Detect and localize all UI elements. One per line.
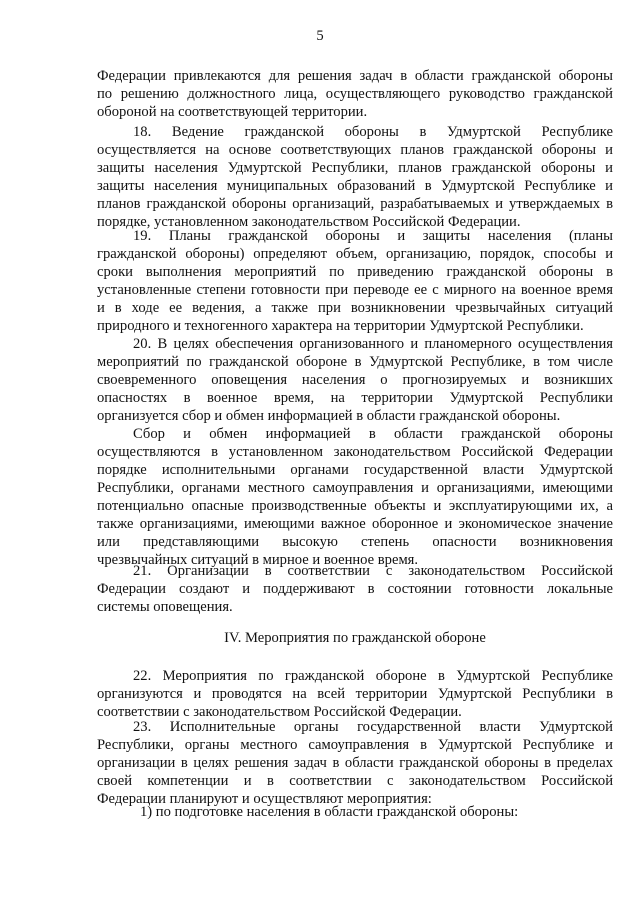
text-line: Республики, органы местного самоуправления в Удмуртской Республике и: [97, 737, 613, 753]
text-line: Федерации привлекаются для решения задач в области гражданской обороны: [97, 68, 613, 84]
text-line: организуется сбор и обмен информацией в области гражданской обороны.: [97, 408, 561, 424]
text-line: планов гражданской обороны организаций, разрабатываемых и утверждаемых в: [97, 196, 613, 212]
text-line: защиты населения Удмуртской Республики, планов гражданской обороны и: [97, 160, 613, 176]
text-line: также организациями, имеющими важное оборонное и экономическое значение: [97, 516, 613, 532]
text-line: по решению должностного лица, осуществляющего руководство гражданской: [97, 86, 613, 102]
text-line: опасностях в военное время, на территории Удмуртской Республики: [97, 390, 613, 406]
text-line: организации в целях решения задач в области гражданской обороны в пределах: [97, 755, 613, 771]
text-line: Федерации создают и поддерживают в состоянии готовности локальные: [97, 581, 613, 597]
text-line: осуществляются в установленном законодательством Российской Федерации: [97, 444, 613, 460]
text-line: Федерации планируют и осуществляют мероприятия:: [97, 791, 432, 807]
text-line: 21. Организации в соответствии с законодательством Российской: [133, 563, 613, 579]
text-line: осуществляется на основе соответствующих планов гражданской обороны и: [97, 142, 613, 158]
text-line: чрезвычайных ситуаций в мирное и военное время.: [97, 552, 419, 568]
text-line: 22. Мероприятия по гражданской обороне в Удмуртской Республике: [133, 668, 613, 684]
section-heading: IV. Мероприятия по гражданской обороне: [224, 630, 486, 646]
text-line: гражданской обороны) определяют объем, организацию, порядок, способы и: [97, 246, 613, 262]
text-line: мероприятий по гражданской обороне в Удмуртской Республике, в том числе: [97, 354, 613, 370]
text-line: природного и техногенного характера на территории Удмуртской Республики.: [97, 318, 584, 334]
text-line: соответствии с законодательством Российской Федерации.: [97, 704, 462, 720]
page-number: 5: [316, 28, 324, 44]
text-line: порядке исполнительными органами государственной власти Удмуртской: [97, 462, 613, 478]
text-line: 19. Планы гражданской обороны и защиты населения (планы: [133, 228, 613, 244]
text-line: системы оповещения.: [97, 599, 233, 615]
text-line: установленные степени готовности при переводе ее с мирного на военное время: [97, 282, 613, 298]
text-line: организуются и проводятся на всей территории Удмуртской Республики в: [97, 686, 613, 702]
text-line: или представляющими высокую степень опасности возникновения: [97, 534, 613, 550]
text-line: сроки выполнения мероприятий по приведению гражданской обороны в: [97, 264, 613, 280]
text-line: Республики, органами местного самоуправления и организациями, имеющими: [97, 480, 613, 496]
text-line: 23. Исполнительные органы государственной власти Удмуртской: [133, 719, 613, 735]
list-item: 1) по подготовке населения в области гражданской обороны:: [140, 804, 519, 820]
text-line: потенциально опасные производственные объекты и эксплуатирующими их, а: [97, 498, 613, 514]
text-line: 20. В целях обеспечения организованного и планомерного осуществления: [133, 336, 613, 352]
text-line: порядке, установленном законодательством Российской Федерации.: [97, 214, 521, 230]
text-line: защиты населения муниципальных образований в Удмуртской Республике и: [97, 178, 613, 194]
text-line: Сбор и обмен информацией в области гражданской обороны: [133, 426, 613, 442]
text-line: 18. Ведение гражданской обороны в Удмуртской Республике: [133, 124, 613, 140]
text-line: своей компетенции и в соответствии с законодательством Российской: [97, 773, 613, 789]
text-line: обороной на соответствующей территории.: [97, 104, 368, 120]
text-line: своевременного оповещения населения о прогнозируемых и возникших: [97, 372, 613, 388]
text-line: и в ходе ее ведения, а также при возникновении чрезвычайных ситуаций: [97, 300, 613, 316]
